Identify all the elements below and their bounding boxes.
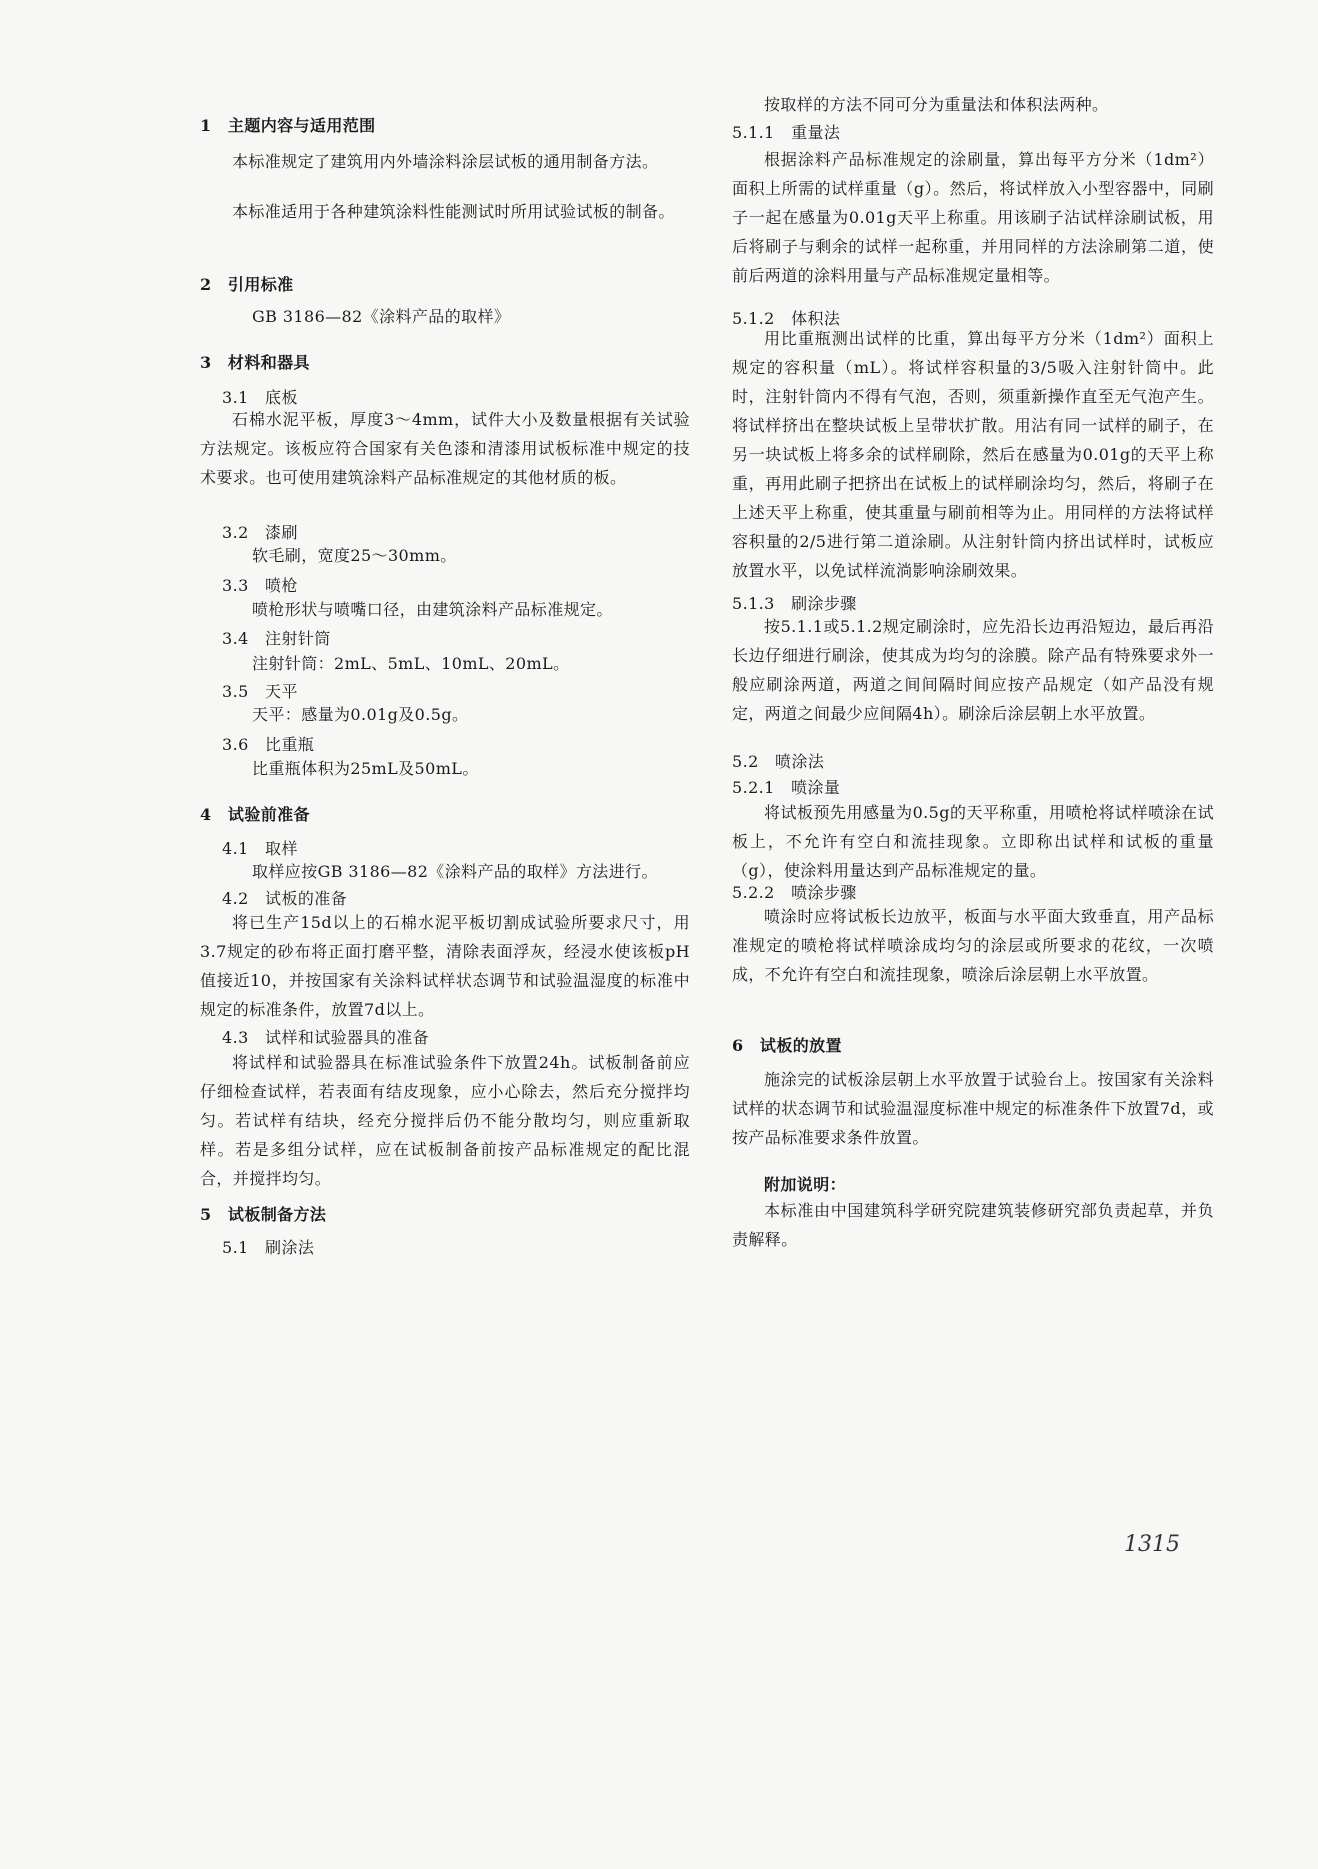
section-5-title: 5 试板制备方法 xyxy=(200,1205,327,1224)
section-1-title: 1 主题内容与适用范围 xyxy=(200,116,376,135)
section-5-1-1-title: 5.1.1 重量法 xyxy=(732,123,841,142)
section-3-1-title: 3.1 底板 xyxy=(222,388,298,407)
section-4-1-title: 4.1 取样 xyxy=(222,839,298,858)
section-2-reference: GB 3186—82《涂料产品的取样》 xyxy=(252,307,511,326)
note-title: 附加说明： xyxy=(764,1175,847,1194)
section-4-3-title: 4.3 试样和试验器具的准备 xyxy=(222,1028,430,1047)
section-1-paragraph-1: 本标准规定了建筑用内外墙涂料涂层试板的通用制备方法。 xyxy=(232,152,659,171)
note-text: 本标准由中国建筑科学研究院建筑装修研究部负责起草，并负责解释。 xyxy=(732,1201,1214,1249)
section-3-1-text: 石棉水泥平板，厚度3～4mm，试件大小及数量根据有关试验方法规定。该板应符合国家有关色漆和清漆用试板标准中规定的技术要求。也可使用建筑涂料产品标准规定的其他材质的板。 xyxy=(200,410,690,487)
section-4-3-text: 将试样和试验器具在标准试验条件下放置24h。试板制备前应仔细检查试样，若表面有结皮现象，应小心除去，然后充分搅拌均匀。若试样有结块，经充分搅拌后仍不能分散均匀，则应重新取样。若是多组分试样，应在试板制备前按产品标准规定的配比混合，并搅拌均匀。 xyxy=(200,1053,690,1188)
section-5-2-1-title: 5.2.1 喷涂量 xyxy=(732,778,841,797)
section-5-2-1-text: 将试板预先用感量为0.5g的天平称重，用喷枪将试样喷涂在试板上，不允许有空白和流挂现象。立即称出试样和试板的重量（g），使涂料用量达到产品标准规定的量。 xyxy=(732,803,1214,880)
section-3-3-title: 3.3 喷枪 xyxy=(222,576,298,595)
section-5-1-intro: 按取样的方法不同可分为重量法和体积法两种。 xyxy=(764,95,1109,114)
section-3-6-title: 3.6 比重瓶 xyxy=(222,735,315,754)
page-number: 1315 xyxy=(1124,1532,1180,1557)
section-2-title: 2 引用标准 xyxy=(200,275,294,294)
section-3-6-text: 比重瓶体积为25mL及50mL。 xyxy=(252,759,479,778)
section-5-1-1-text: 根据涂料产品标准规定的涂刷量，算出每平方分米（1dm²）面积上所需的试样重量（g）。然后，将试样放入小型容器中，同刷子一起在感量为0.01g天平上称重。用该刷子沾试样涂刷试板，用后将刷子与剩余的试样一起称重，并用同样的方法涂刷第二道，使前后两道的涂料用量与产品标准规定量相等。 xyxy=(732,150,1214,285)
section-3-5-title: 3.5 天平 xyxy=(222,682,298,701)
section-4-title: 4 试验前准备 xyxy=(200,805,310,824)
section-3-2-title: 3.2 漆刷 xyxy=(222,523,298,542)
section-5-1-3-title: 5.1.3 刷涂步骤 xyxy=(732,594,857,613)
section-3-4-text: 注射针筒：2mL、5mL、10mL、20mL。 xyxy=(252,654,570,673)
section-6-text: 施涂完的试板涂层朝上水平放置于试验台上。按国家有关涂料试样的状态调节和试验温湿度标准中规定的标准条件下放置7d，或按产品标准要求条件放置。 xyxy=(732,1070,1214,1147)
section-4-2-text: 将已生产15d以上的石棉水泥平板切割成试验所要求尺寸，用3.7规定的砂布将正面打磨平整，清除表面浮灰，经浸水使该板pH值接近10，并按国家有关涂料试样状态调节和试验温湿度的标准中规定的标准条件，放置7d以上。 xyxy=(200,913,690,1019)
section-5-1-2-text: 用比重瓶测出试样的比重，算出每平方分米（1dm²）面积上规定的容积量（mL）。将试样容积量的3/5吸入注射针筒中。此时，注射针筒内不得有气泡，否则，须重新操作直至无气泡产生。将试样挤出在整块试板上呈带状扩散。用沾有同一试样的刷子，在另一块试板上将多余的试样刷除，然后在感量为0.01g的天平上称重，再用此刷子把挤出在试板上的试样刷涂均匀，然后，将刷子在上述天平上称重，使其重量与刷前相等为止。用同样的方法将试样容积量的2/5进行第二道涂刷。从注射针筒内挤出试样时，试板应放置水平，以免试样流淌影响涂刷效果。 xyxy=(732,329,1214,580)
section-4-2-title: 4.2 试板的准备 xyxy=(222,889,348,908)
section-5-2-2-text: 喷涂时应将试板长边放平，板面与水平面大致垂直，用产品标准规定的喷枪将试样喷涂成均匀的涂层或所要求的花纹，一次喷成，不允许有空白和流挂现象，喷涂后涂层朝上水平放置。 xyxy=(732,907,1214,984)
section-5-1-2-title: 5.1.2 体积法 xyxy=(732,309,841,328)
section-1-paragraph-2: 本标准适用于各种建筑涂料性能测试时所用试验试板的制备。 xyxy=(232,202,675,221)
section-3-2-text: 软毛刷，宽度25～30mm。 xyxy=(252,546,457,565)
section-5-2-2-title: 5.2.2 喷涂步骤 xyxy=(732,883,857,902)
section-6-title: 6 试板的放置 xyxy=(732,1036,842,1055)
section-5-2-title: 5.2 喷涂法 xyxy=(732,752,825,771)
section-5-1-title: 5.1 刷涂法 xyxy=(222,1238,315,1257)
section-5-1-3-text: 按5.1.1或5.1.2规定刷涂时，应先沿长边再沿短边，最后再沿长边仔细进行刷涂，使其成为均匀的涂膜。除产品有特殊要求外一般应刷涂两道，两道之间间隔时间应按产品规定（如产品没有规定，两道之间最少应间隔4h）。刷涂后涂层朝上水平放置。 xyxy=(732,617,1214,723)
section-3-4-title: 3.4 注射针筒 xyxy=(222,629,331,648)
section-3-3-text: 喷枪形状与喷嘴口径，由建筑涂料产品标准规定。 xyxy=(252,600,613,619)
section-3-title: 3 材料和器具 xyxy=(200,353,310,372)
section-4-1-text: 取样应按GB 3186—82《涂料产品的取样》方法进行。 xyxy=(252,862,658,881)
section-3-5-text: 天平：感量为0.01g及0.5g。 xyxy=(252,705,469,724)
